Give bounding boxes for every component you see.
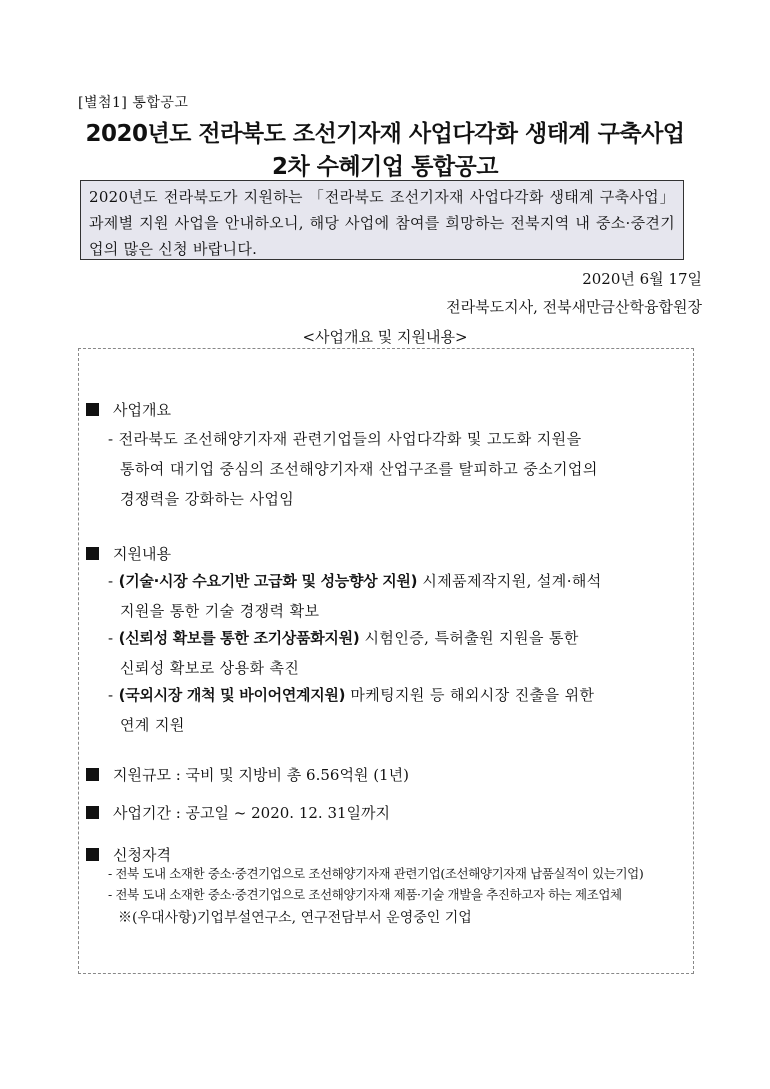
section-eligibility [86, 844, 171, 865]
support-item-desc: 마케팅지원 등 해외시장 진출을 위한 [345, 686, 595, 704]
section-scale [86, 764, 409, 785]
overview-line: - 전라북도 조선해양기자재 관련기업들의 사업다각화 및 고도화 지원을 [108, 430, 582, 448]
section-period [86, 802, 390, 823]
square-bullet-icon [86, 848, 99, 861]
section-overview [86, 399, 171, 420]
support-item-cont: 지원을 통한 기술 경쟁력 확보 [120, 602, 320, 620]
announcement-date: 2020년 6월 17일 [582, 270, 702, 288]
page-subtitle: 2차 수혜기업 통합공고 [272, 154, 498, 180]
intro-box: 2020년도 전라북도가 지원하는 「전라북도 조선기자재 사업다각화 생태계 구축사업」 과제별 지원 사업을 안내하오니, 해당 사업에 참여를 희망하는 전북지역 내 중소·중견기업의 많은 신청 바랍니다. [80, 180, 684, 260]
period-text: 사업기간 : 공고일 ~ 2020. 12. 31일까지 [113, 804, 391, 822]
overview-line: 경쟁력을 강화하는 사업임 [120, 490, 295, 508]
square-bullet-icon [86, 547, 99, 560]
scale-text: 지원규모 : 국비 및 지방비 총 6.56억원 (1년) [113, 766, 409, 784]
support-item-desc: 시제품제작지원, 설계·해석 [417, 572, 602, 590]
support-item-title: (국외시장 개척 및 바이어연계지원) [118, 686, 346, 704]
eligibility-note: ※(우대사항)기업부설연구소, 연구전담부서 운영중인 기업 [118, 910, 472, 926]
issuing-organizations: 전라북도지사, 전북새만금산학융합원장 [446, 298, 702, 316]
attachment-label: [별첨1] 통합공고 [78, 95, 189, 111]
support-item: - (국외시장 개척 및 바이어연계지원) 마케팅지원 등 해외시장 진출을 위한 연계 지원 [108, 680, 688, 740]
section-heading: 지원내용 [113, 545, 171, 563]
support-item-title: (신뢰성 확보를 통한 조기상품화지원) [118, 629, 360, 647]
square-bullet-icon [86, 403, 99, 416]
section-heading: 신청자격 [113, 846, 171, 864]
content-box-title: <사업개요 및 지원내용> [302, 328, 468, 346]
square-bullet-icon [86, 806, 99, 819]
overview-text [108, 424, 688, 514]
support-item: - (신뢰성 확보를 통한 조기상품화지원) 시험인증, 특허출원 지원을 통한 신뢰성 확보로 상용화 촉진 [108, 623, 688, 683]
support-item-desc: 시험인증, 특허출원 지원을 통한 [359, 629, 579, 647]
eligibility-line: - 전북 도내 소재한 중소·중견기업으로 조선해양기자재 관련기업(조선해양기자재 납품실적이 있는기업) [108, 866, 644, 881]
page-title: 2020년도 전라북도 조선기자재 사업다각화 생태계 구축사업 [85, 121, 685, 147]
square-bullet-icon [86, 768, 99, 781]
section-heading: 사업개요 [113, 401, 171, 419]
section-support [86, 543, 171, 564]
overview-line: 통하여 대기업 중심의 조선해양기자재 산업구조를 탈피하고 중소기업의 [120, 460, 598, 478]
support-item: - (기술·시장 수요기반 고급화 및 성능향상 지원) 시제품제작지원, 설계·해석 지원을 통한 기술 경쟁력 확보 [108, 566, 688, 626]
support-item-cont: 신뢰성 확보로 상용화 촉진 [120, 659, 300, 677]
support-item-title: (기술·시장 수요기반 고급화 및 성능향상 지원) [118, 572, 418, 590]
support-item-cont: 연계 지원 [120, 716, 185, 734]
eligibility-line: - 전북 도내 소재한 중소·중견기업으로 조선해양기자재 제품·기술 개발을 추진하고자 하는 제조업체 [108, 887, 622, 902]
